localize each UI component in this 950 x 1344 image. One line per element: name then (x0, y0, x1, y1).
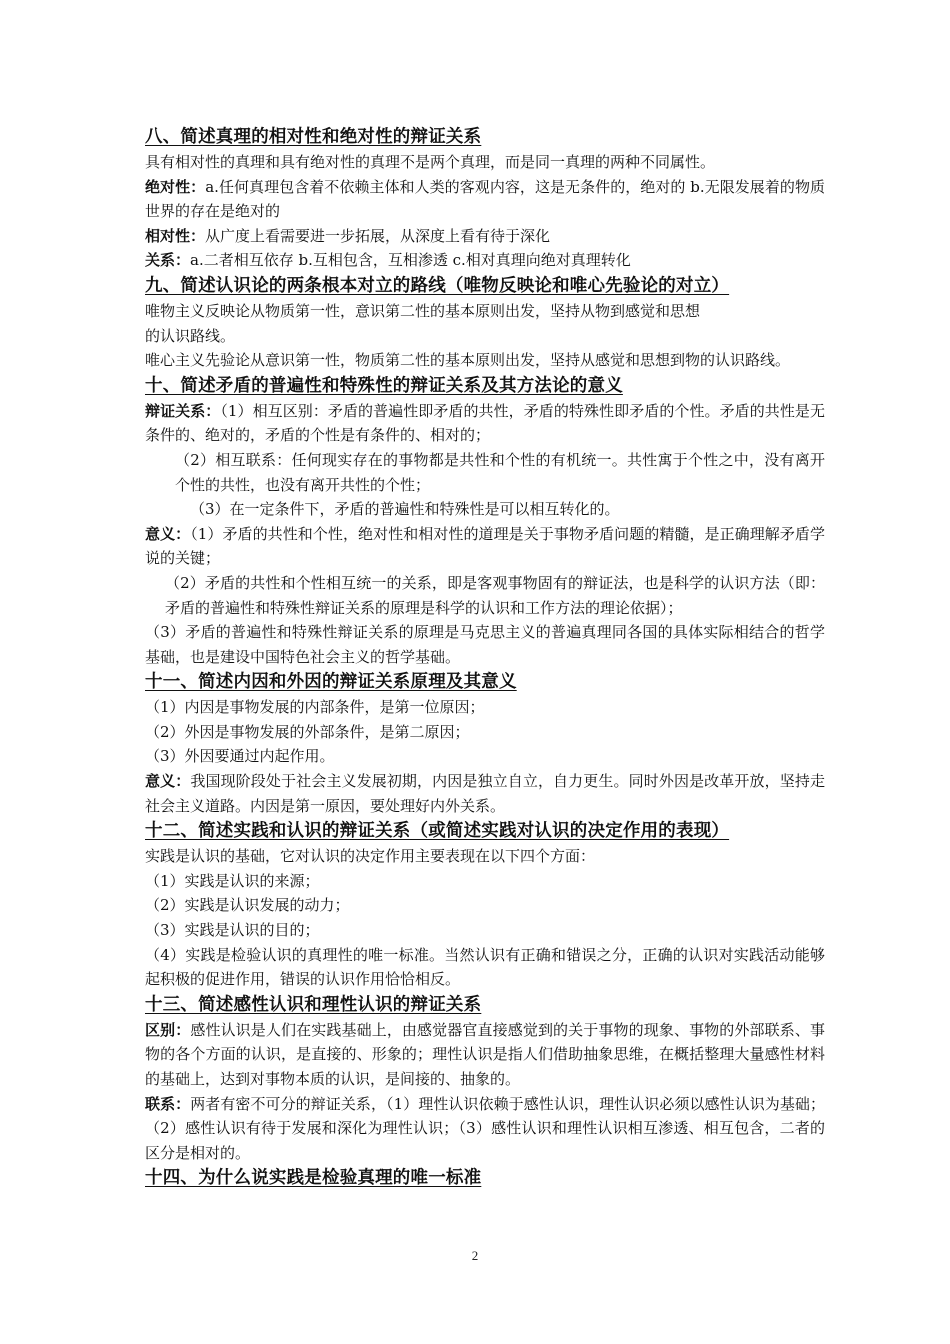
materialism-line-2: 的认识路线。 (145, 326, 236, 345)
significance-1 (145, 522, 825, 571)
cognition-difference (145, 1018, 825, 1092)
dialectic-relation-1-text: （1）相互区别：矛盾的普遍性即矛盾的共性，矛盾的特殊性即矛盾的个性。矛盾的共性是无条件的、绝对的，矛盾的个性是有条件的、相对的； (145, 401, 825, 445)
document-body (145, 124, 825, 1191)
practice-item-1: （1）实践是认识的来源； (145, 871, 320, 890)
section-14-heading: 十四、为什么说实践是检验真理的唯一标准 (145, 1168, 482, 1189)
internal-cause-significance (145, 769, 825, 818)
relativity-label: 相对性： (145, 226, 206, 245)
relation-label: 关系： (145, 251, 191, 270)
practice-item-3: （3）实践是认识的目的； (145, 921, 320, 940)
cognition-connection (145, 1092, 825, 1166)
section-12-heading: 十二、简述实践和认识的辩证关系（或简述实践对认识的决定作用的表现） (145, 821, 730, 842)
cognition-connection-text: 两者有密不可分的辩证关系，（1）理性认识依赖于感性认识，理性认识必须以感性认识为基础；（2）感性认识有待于发展和深化为理性认识；（3）感性认识和理性认识相互渗透、相互包含，二者的区分是相对的。 (145, 1094, 825, 1162)
absoluteness-text: a.任何真理包含着不依赖主体和人类的客观内容，这是无条件的，绝对的 b.无限发展着的物质世界的存在是绝对的 (145, 177, 825, 221)
significance-label: 意义： (145, 524, 191, 543)
significance-3: （3）矛盾的普遍性和特殊性辩证关系的原理是马克思主义的普遍真理同各国的具体实际相结合的哲学基础，也是建设中国特色社会主义的哲学基础。 (145, 623, 825, 666)
relativity-text: 从广度上看需要进一步拓展，从深度上看有待于深化 (205, 226, 551, 245)
cognition-connection-label: 联系： (145, 1094, 191, 1113)
practice-item-2: （2）实践是认识发展的动力； (145, 896, 350, 915)
relation-text: a.二者相互依存 b.互相包含，互相渗透 c.相对真理向绝对真理转化 (190, 251, 631, 270)
section-11-heading: 十一、简述内因和外因的辩证关系原理及其意义 (145, 672, 517, 693)
materialism-line-1: 唯物主义反映论从物质第一性，意识第二性的基本原则出发，坚持从物到感觉和思想 (145, 301, 701, 320)
significance-2: （2）矛盾的共性和个性相互统一的关系，即是客观事物固有的辩证法，也是科学的认识方法（即：矛盾的普遍性和特殊性辩证关系的原理是科学的认识和工作方法的理论依据）； (165, 573, 825, 617)
section-9-heading: 九、简述认识论的两条根本对立的路线（唯物反映论和唯心先验论的对立） (145, 275, 730, 296)
absoluteness-label: 绝对性： (145, 177, 206, 196)
cognition-difference-text: 感性认识是人们在实践基础上，由感觉器官直接感觉到的关于事物的现象、事物的外部联系、事物的各个方面的认识，是直接的、形象的；理性认识是指人们借助抽象思维，在概括整理大量感性材料的基础上，达到对事物本质的认识，是间接的、抽象的。 (145, 1020, 825, 1088)
page-number: 2 (471, 1248, 479, 1263)
dialectic-relation-2: （2）相互联系：任何现实存在的事物都是共性和个性的有机统一。共性寓于个性之中，没有离开个性的共性，也没有离开共性的个性； (175, 450, 825, 494)
significance-1-text: （1）矛盾的共性和个性，绝对性和相对性的道理是关于事物矛盾问题的精髓，是正确理解矛盾学说的关键； (145, 524, 825, 568)
section-8-heading: 八、简述真理的相对性和绝对性的辩证关系 (145, 127, 482, 147)
internal-cause-item-2: （2）外因是事物发展的外部条件，是第二原因； (145, 722, 470, 741)
dialectic-relation-label: 辩证关系： (145, 401, 221, 420)
relation-paragraph (145, 248, 825, 273)
section-13-heading: 十三、简述感性认识和理性认识的辩证关系 (145, 994, 482, 1015)
absoluteness-paragraph (145, 175, 825, 224)
section-8-intro: 具有相对性的真理和具有绝对性的真理不是两个真理，而是同一真理的两种不同属性。 (145, 153, 716, 171)
internal-cause-significance-label: 意义： (145, 772, 191, 791)
section-10-heading: 十、简述矛盾的普遍性和特殊性的辩证关系及其方法论的意义 (145, 375, 623, 396)
dialectic-relation-3: （3）在一定条件下，矛盾的普遍性和特殊性是可以相互转化的。 (190, 500, 620, 519)
internal-cause-item-3: （3）外因要通过内起作用。 (145, 747, 335, 766)
internal-cause-significance-text: 我国现阶段处于社会主义发展初期，内因是独立自立，自力更生。同时外因是改革开放，坚持走社会主义道路。内因是第一原因，要处理好内外关系。 (145, 772, 825, 815)
dialectic-relation-1 (145, 399, 825, 448)
idealism-paragraph: 唯心主义先验论从意识第一性，物质第二性的基本原则出发，坚持从感觉和思想到物的认识路线。 (145, 351, 791, 370)
practice-item-4: （4）实践是检验认识的真理性的唯一标准。当然认识有正确和错误之分，正确的认识对实践活动能够起积极的促进作用，错误的认识作用恰恰相反。 (145, 945, 825, 989)
relativity-paragraph (145, 224, 825, 249)
cognition-difference-label: 区别： (145, 1020, 191, 1039)
practice-intro: 实践是认识的基础，它对认识的决定作用主要表现在以下四个方面： (145, 847, 596, 866)
internal-cause-item-1: （1）内因是事物发展的内部条件，是第一位原因； (145, 698, 485, 717)
